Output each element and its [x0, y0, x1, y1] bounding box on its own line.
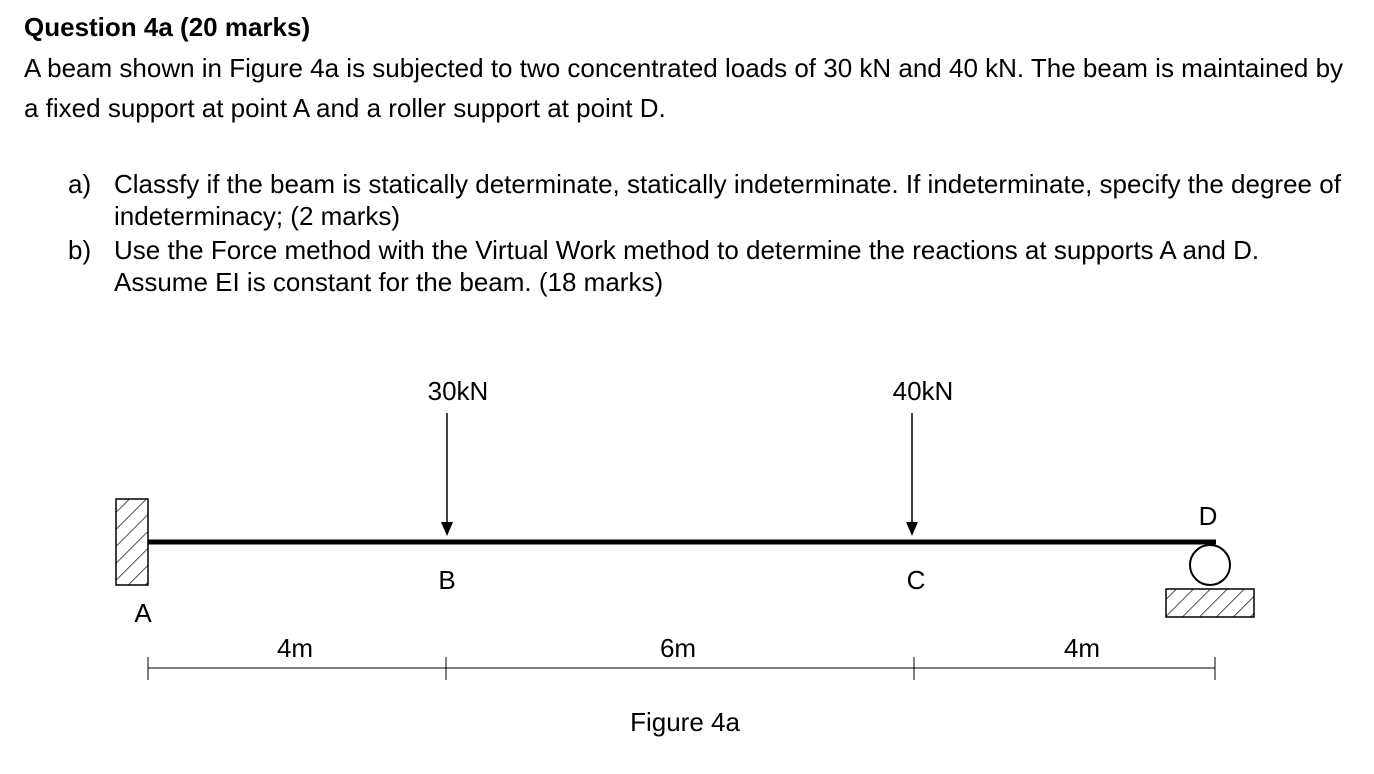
- load-label-30kn: 30kN: [427, 376, 489, 406]
- load-arrow-c: [906, 413, 918, 536]
- question-intro: A beam shown in Figure 4a is subjected to two concentrated loads of 30 kN and 40 kN. The beam is maintained by a fixed support at point A and a roller support at point D.: [24, 53, 1344, 123]
- roller-ground-d: [1166, 589, 1254, 617]
- point-label-b: B: [438, 565, 456, 595]
- span-label-ab: 4m: [276, 633, 314, 663]
- part-a-text: Classfy if the beam is statically determinate, statically indeterminate. If indeterminate, specify the degree of indeterminacy; (2 marks): [114, 169, 1341, 231]
- part-b-label: b): [68, 235, 92, 265]
- fixed-support-a: [116, 499, 148, 585]
- question-title: Question 4a (20 marks): [24, 12, 311, 42]
- part-b-text: Use the Force method with the Virtual Work method to determine the reactions at supports A and D. Assume EI is constant for the beam. (18 marks): [114, 235, 1260, 297]
- load-arrow-b: [441, 413, 453, 536]
- point-label-d: D: [1198, 501, 1218, 531]
- span-label-bc: 6m: [659, 633, 697, 663]
- part-a-label: a): [68, 169, 92, 199]
- figure-caption: Figure 4a: [630, 707, 740, 737]
- roller-support-d: [1190, 545, 1230, 585]
- point-label-c: C: [906, 565, 926, 595]
- span-label-cd: 4m: [1063, 633, 1101, 663]
- load-label-40kn: 40kN: [892, 376, 954, 406]
- point-label-a: A: [134, 598, 152, 628]
